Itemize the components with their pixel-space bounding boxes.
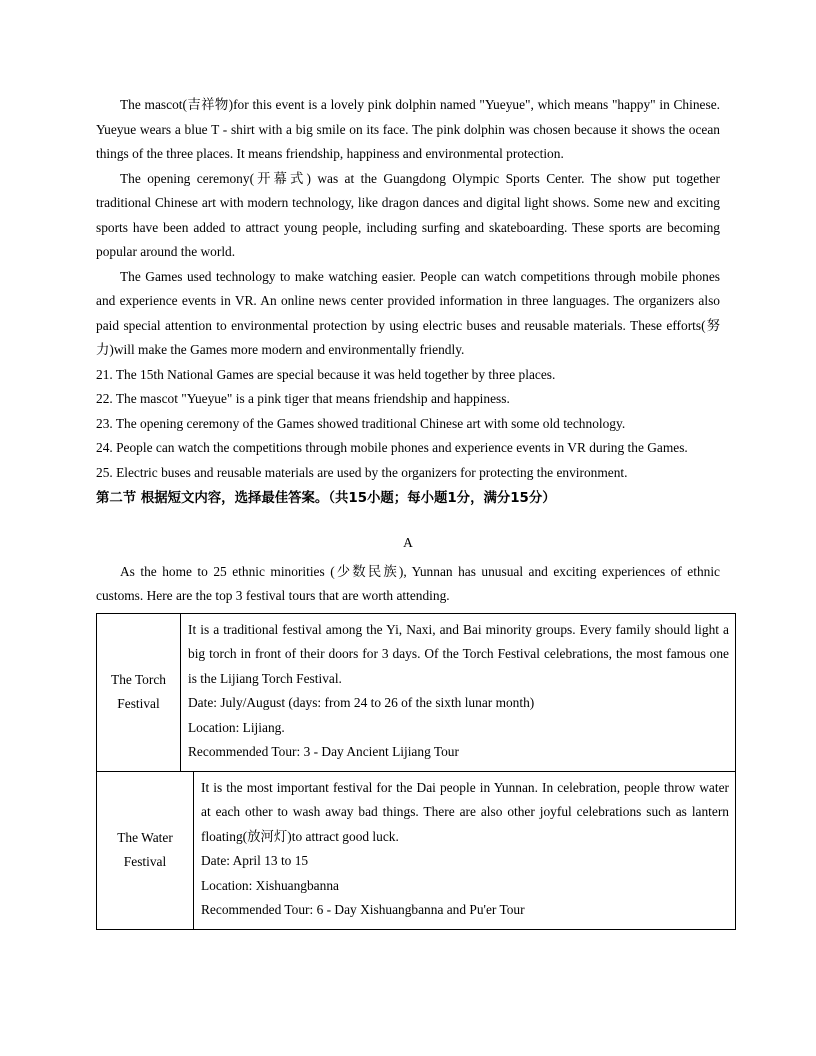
- festival-table: [96, 613, 736, 772]
- section-title: 第二节 根据短文内容，选择最佳答案。（共15小题；每小题1分，满分15分）: [96, 491, 556, 506]
- question-item: 21. The 15th National Games are special because it was held together by three places.: [96, 366, 556, 382]
- festival-table: [96, 772, 736, 930]
- festival-description: It is a traditional festival among the Yi, Naxi, and Bai minority groups. Every family should light a big torch in front of their doors for 3 days. Of the Torch Festival celebrations, the most famous one is the Lijiang Torch Festival.: [188, 621, 729, 686]
- festival-location: Location: Xishuangbanna: [201, 877, 339, 893]
- question-item: 22. The mascot "Yueyue" is a pink tiger that means friendship and happiness.: [96, 391, 510, 406]
- passage-letter: A: [403, 535, 413, 550]
- festival-name-cell: [97, 772, 194, 930]
- festival-name: The Torch: [111, 672, 166, 687]
- festival-description-cell: [181, 613, 736, 771]
- intro-paragraph: As the home to 25 ethnic minorities (少数民族), Yunnan has unusual and exciting experiences of ethnic customs. Here are the top 3 festival tours that are worth attending.: [96, 563, 720, 603]
- document-page: [96, 93, 729, 930]
- festival-date: Date: July/August (days: from 24 to 26 of the sixth lunar month): [188, 695, 535, 710]
- passage-paragraph: The opening ceremony(开幕式) was at the Guangdong Olympic Sports Center. The show put together traditional Chinese art with modern technology, like dragon dances and digital light shows. Some new and exciting sports have been added to attract young people, including surfing and skateboarding. These sports are becoming popular around the world.: [96, 170, 720, 259]
- festival-date: Date: April 13 to 15: [201, 853, 309, 868]
- question-item: 25. Electric buses and reusable materials are used by the organizers for protecting the environment.: [96, 464, 628, 480]
- passage-paragraph: The mascot(吉祥物)for this event is a lovely pink dolphin named "Yueyue", which means "happy" in Chinese. Yueyue wears a blue T - shirt with a big smile on its face. The pink dolphin was chosen because it shows the ocean things of the three places. It means friendship, happiness and environmental protection.: [96, 97, 720, 161]
- festival-name: The Water: [117, 830, 173, 845]
- festival-description: It is the most important festival for the Dai people in Yunnan. In celebration, people throw water at each other to wash away bad things. There are also other joyful celebrations such as lantern floating(放河灯)to attract good luck.: [201, 779, 729, 844]
- festival-description-cell: [194, 772, 736, 930]
- festival-location: Location: Lijiang.: [188, 719, 285, 735]
- festival-tour: Recommended Tour: 3 - Day Ancient Lijiang Tour: [188, 744, 459, 759]
- festival-name-cell: [97, 613, 181, 771]
- passage-paragraph: The Games used technology to make watching easier. People can watch competitions through mobile phones and experience events in VR. An online news center provided information in three languages. The organizers also paid special attention to environmental protection by using electric buses and reusable materials. These efforts(努力)will make the Games more modern and environmentally friendly.: [96, 268, 720, 357]
- table-row: [97, 772, 736, 930]
- festival-name: Festival: [117, 696, 160, 711]
- festival-tour: Recommended Tour: 6 - Day Xishuangbanna and Pu'er Tour: [201, 902, 525, 917]
- table-row: [97, 613, 736, 771]
- festival-name: Festival: [123, 854, 167, 869]
- question-item: 24. People can watch the competitions through mobile phones and experience events in VR during the Games.: [96, 440, 688, 455]
- question-item: 23. The opening ceremony of the Games showed traditional Chinese art with some old technology.: [96, 415, 626, 431]
